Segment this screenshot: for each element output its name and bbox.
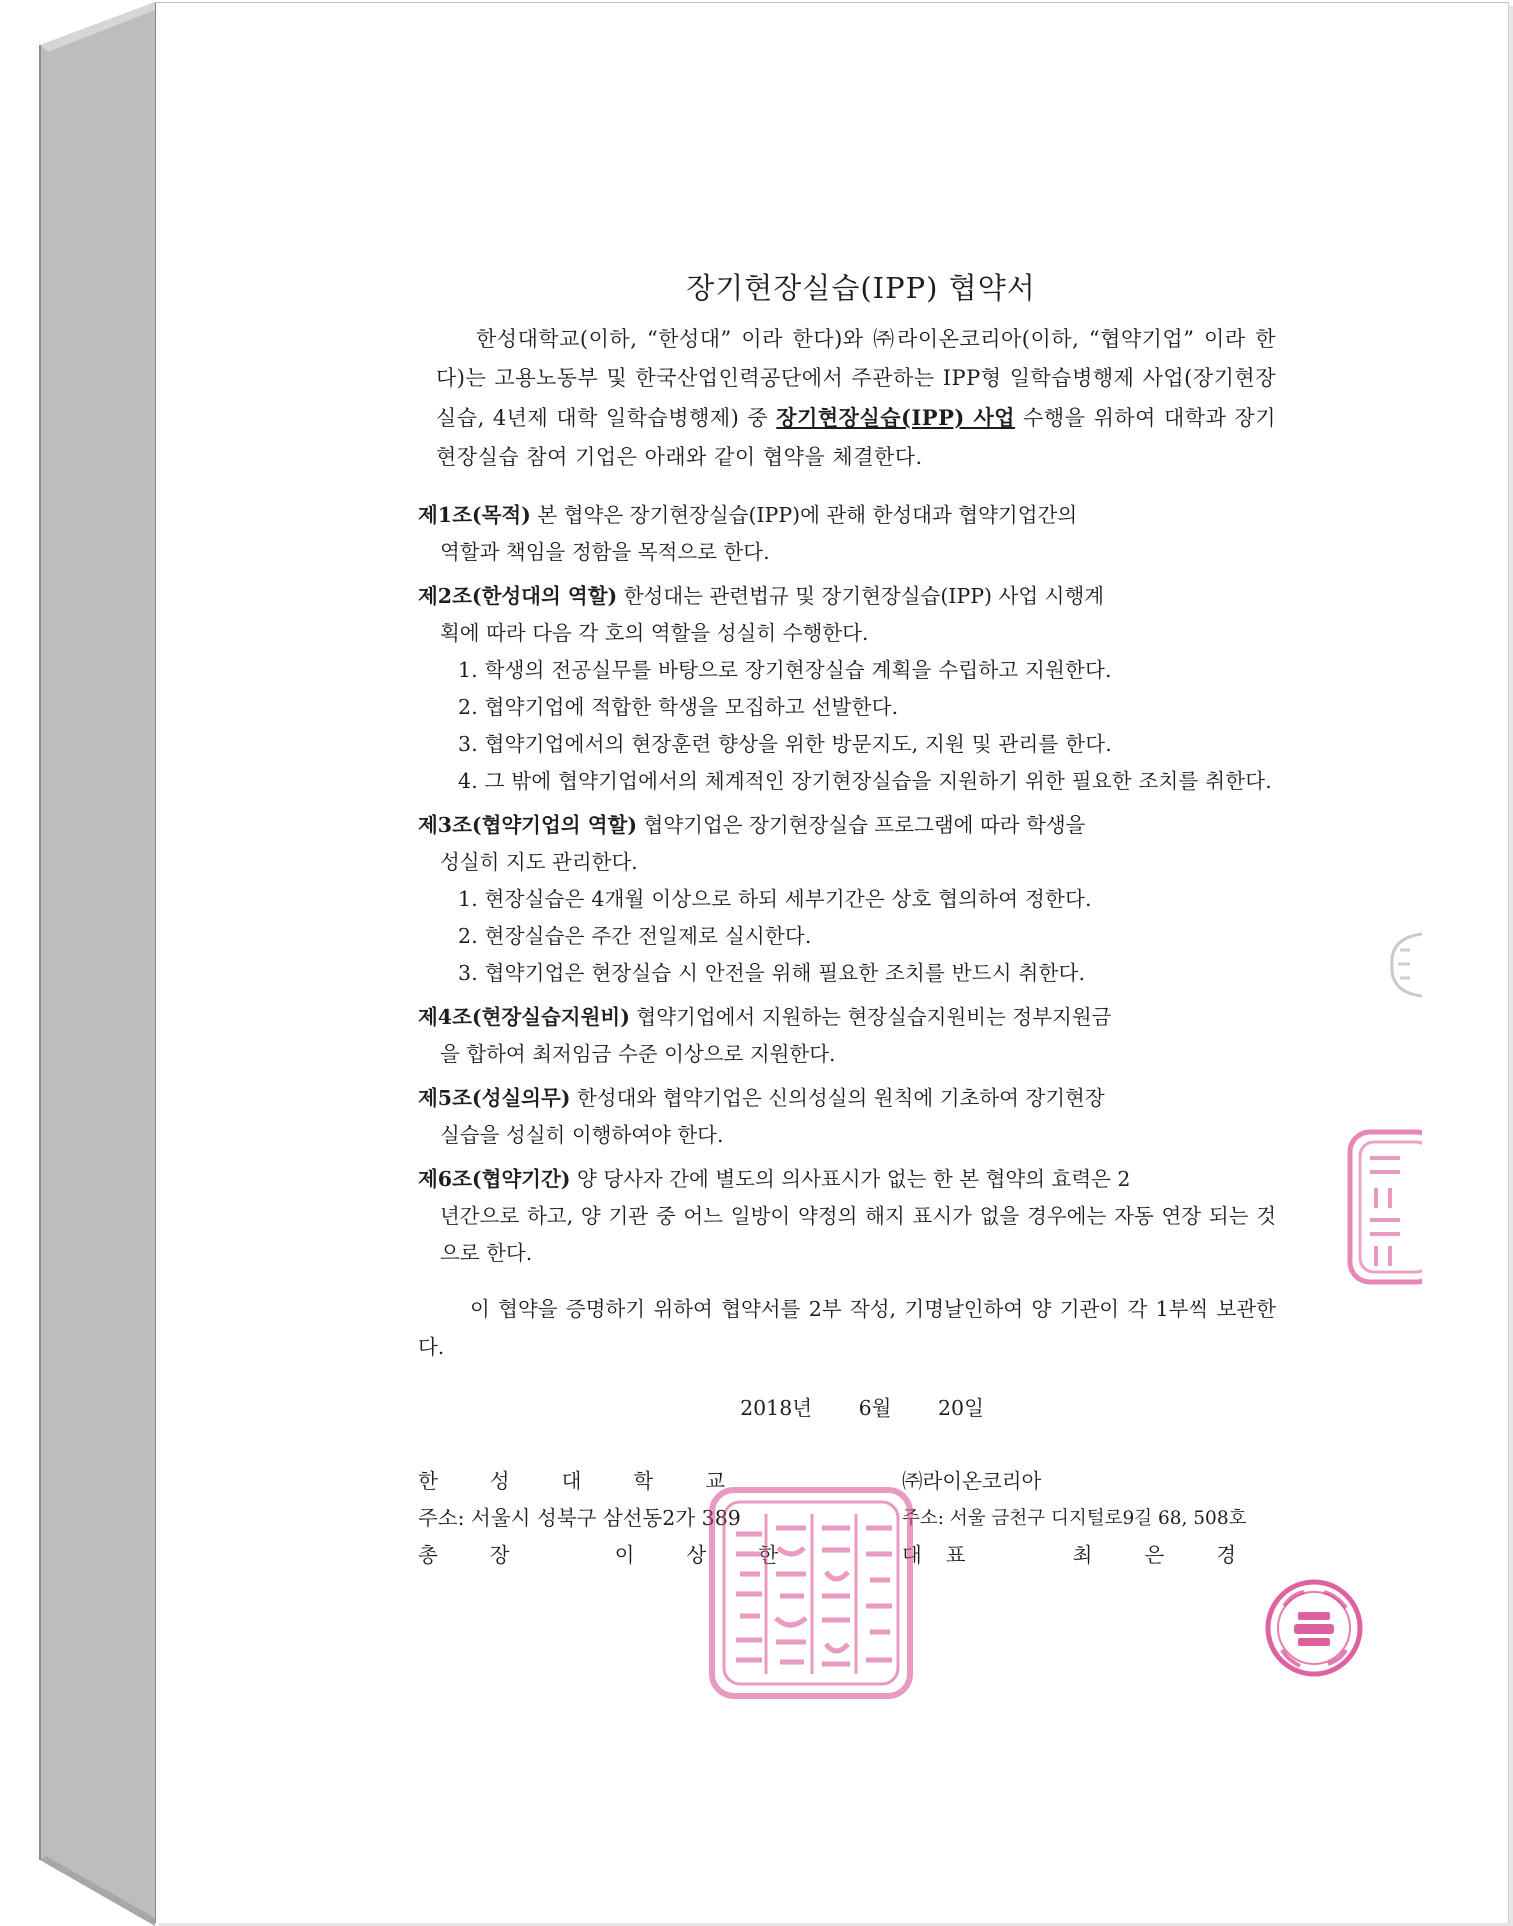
article-item: 3. 협약기업은 현장실습 시 안전을 위해 필요한 조치를 반드시 취한다.	[458, 961, 1086, 985]
party-address: 주소: 서울시 성북구 삼선동2가 389	[418, 1506, 741, 1530]
article-item: 1. 현장실습은 4개월 이상으로 하되 세부기간은 상호 협의하여 정한다.	[458, 887, 1092, 911]
article-continuation: 을 합하여 최저임금 수준 이상으로 지원한다.	[440, 1042, 836, 1066]
article-item: 3. 협약기업에서의 현장훈련 향상을 위한 방문지도, 지원 및 관리를 한다.	[458, 732, 1112, 756]
article-heading: 제5조(성실의무)	[418, 1086, 571, 1110]
party-left	[418, 1463, 878, 1574]
article-heading: 제2조(한성대의 역할)	[418, 584, 618, 608]
article-item: 2. 현장실습은 주간 전일제로 실시한다.	[458, 924, 812, 948]
party-right	[902, 1463, 1289, 1574]
intro-text-end: 수행을 위하여 대학과 장기현장실습 참여 기업은 아래와 같이 협약을 체결한다.	[436, 406, 1276, 469]
article-item: 1. 학생의 전공실무를 바탕으로 장기현장실습 계획을 수립하고 지원한다.	[458, 658, 1112, 682]
intro-text: 한성대학교(이하, “한성대” 이라 한다)와 ㈜라이온코리아(이하, “협약기업” 이라 한다)는 고용노동부 및 한국산업인력공단에서 주관하는 IPP형 일학습병행제 사업(장기현장실습, 4년제 대학 일학습병행제) 중	[436, 327, 1276, 430]
article-continuation: 성실히 지도 관리한다.	[440, 850, 638, 874]
article-heading: 제3조(협약기업의 역할)	[418, 813, 638, 837]
agreement-date	[418, 1390, 1276, 1427]
article-text: 협약기업에서 지원하는 현장실습지원비는 정부지원금	[629, 1005, 1112, 1029]
article-1	[418, 497, 1276, 571]
article-continuation: 년간으로 하고, 양 기관 중 어느 일방이 약정의 해지 표시가 없을 경우에는 자동 연장 되는 것으로 한다.	[440, 1204, 1276, 1265]
intro-paragraph	[436, 320, 1276, 477]
article-continuation: 실습을 성실히 이행하여야 한다.	[440, 1123, 724, 1147]
article-heading: 제6조(협약기간)	[418, 1167, 571, 1191]
date-day: 20일	[938, 1396, 984, 1420]
article-heading: 제4조(현장실습지원비)	[418, 1005, 630, 1029]
agreement-document	[418, 262, 1289, 1593]
article-item-list	[418, 652, 1276, 800]
rep-name: 최은경	[1072, 1543, 1289, 1567]
article-4	[418, 999, 1276, 1073]
rep-title: 총장	[418, 1543, 562, 1567]
article-item: 4. 그 밖에 협약기업에서의 체계적인 장기현장실습을 지원하기 위한 필요한 조치를 취한다.	[458, 769, 1272, 793]
rep-name: 이상한	[614, 1543, 831, 1567]
intro-underlined: 장기현장실습(IPP) 사업	[776, 405, 1016, 430]
closing-paragraph: 이 협약을 증명하기 위하여 협약서를 2부 작성, 기명날인하여 양 기관이 각 1부씩 보관한다.	[418, 1297, 1276, 1359]
document-title: 장기현장실습(IPP) 협약서	[686, 271, 1036, 305]
date-month: 6월	[858, 1396, 892, 1420]
article-continuation: 획에 따라 다음 각 호의 역할을 성실히 수행한다.	[440, 621, 869, 645]
article-2	[418, 578, 1276, 800]
article-continuation: 역할과 책임을 정함을 목적으로 한다.	[440, 540, 770, 564]
article-3	[418, 807, 1276, 992]
article-item-list	[418, 881, 1276, 992]
date-year: 2018년	[740, 1396, 813, 1420]
signature-block	[418, 1463, 1289, 1593]
party-name: ㈜라이온코리아	[902, 1469, 1042, 1493]
party-name: 한성대학교	[418, 1469, 778, 1493]
article-text: 본 협약은 장기현장실습(IPP)에 관해 한성대과 협약기업간의	[530, 503, 1078, 527]
article-6	[418, 1161, 1276, 1272]
article-5	[418, 1080, 1276, 1154]
article-item: 2. 협약기업에 적합한 학생을 모집하고 선발한다.	[458, 695, 899, 719]
book-spine	[0, 0, 160, 1926]
party-address: 주소: 서울 금천구 디지털로9길 68, 508호	[902, 1508, 1247, 1529]
article-heading: 제1조(목적)	[418, 503, 531, 527]
article-text: 양 당사자 간에 별도의 의사표시가 없는 한 본 협약의 효력은 2	[570, 1167, 1131, 1191]
article-text: 한성대와 협약기업은 신의성실의 원칙에 기초하여 장기현장	[570, 1086, 1105, 1110]
rep-title: 대표	[902, 1543, 990, 1567]
article-text: 한성대는 관련법규 및 장기현장실습(IPP) 사업 시행계	[617, 584, 1105, 608]
article-text: 협약기업은 장기현장실습 프로그램에 따라 학생을	[637, 813, 1086, 837]
